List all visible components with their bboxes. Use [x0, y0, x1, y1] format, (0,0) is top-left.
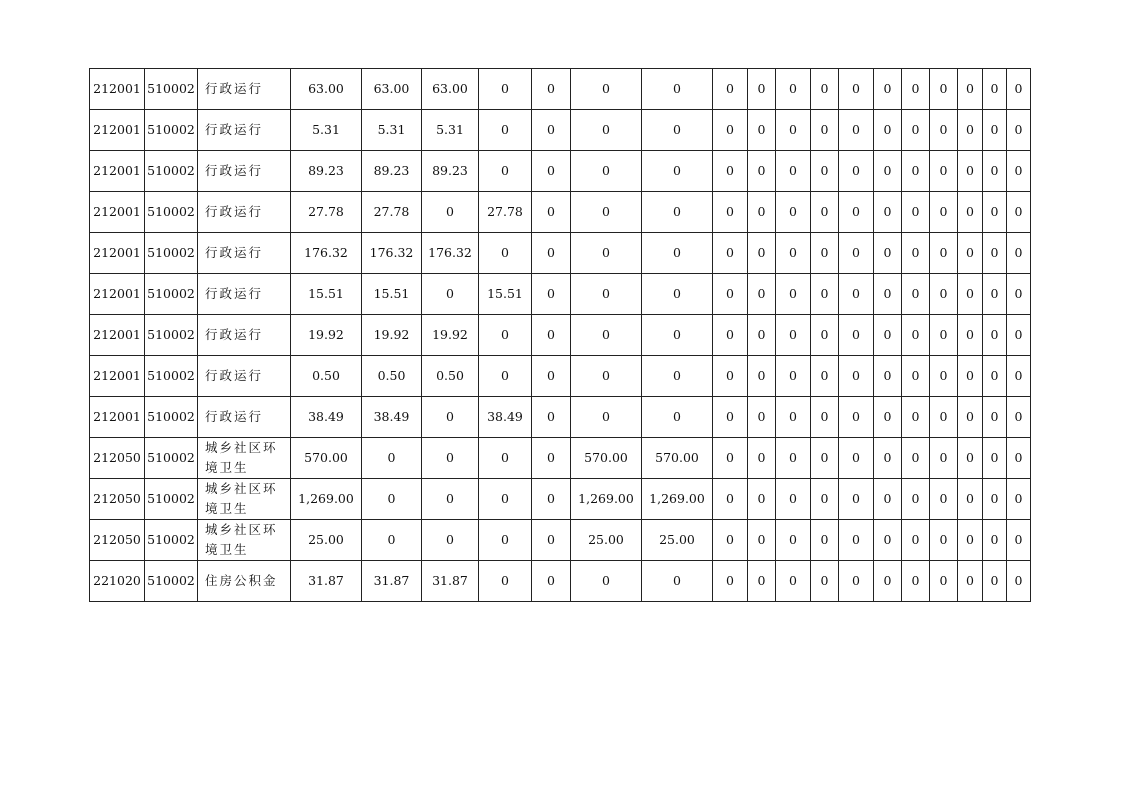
amount-col-19-cell: 0	[958, 315, 983, 356]
amount-col-13-cell: 0	[776, 438, 811, 479]
amount-col-12-cell: 0	[748, 151, 776, 192]
amount-col-21-cell: 0	[1007, 151, 1031, 192]
amount-col-12-cell: 0	[748, 356, 776, 397]
amount-col-13-cell: 0	[776, 274, 811, 315]
amount-col-10-cell: 0	[642, 356, 713, 397]
amount-col-5-cell: 27.78	[362, 192, 422, 233]
amount-col-21-cell: 0	[1007, 315, 1031, 356]
amount-col-12-cell: 0	[748, 69, 776, 110]
unit-code-cell: 510002	[145, 356, 198, 397]
amount-col-6-cell: 0	[422, 479, 479, 520]
table-row	[90, 397, 1031, 438]
subject-code-cell: 212001	[90, 151, 145, 192]
total-cell: 570.00	[291, 438, 362, 479]
amount-col-9-cell: 0	[571, 397, 642, 438]
total-cell: 1,269.00	[291, 479, 362, 520]
amount-col-10-cell: 1,269.00	[642, 479, 713, 520]
amount-col-18-cell: 0	[930, 397, 958, 438]
total-cell: 19.92	[291, 315, 362, 356]
amount-col-9-cell: 0	[571, 561, 642, 602]
amount-col-21-cell: 0	[1007, 110, 1031, 151]
amount-col-20-cell: 0	[983, 192, 1007, 233]
amount-col-18-cell: 0	[930, 274, 958, 315]
amount-col-16-cell: 0	[874, 151, 902, 192]
item-name-cell: 行政运行	[198, 315, 291, 356]
amount-col-12-cell: 0	[748, 233, 776, 274]
amount-col-7-cell: 38.49	[479, 397, 532, 438]
amount-col-10-cell: 0	[642, 233, 713, 274]
amount-col-16-cell: 0	[874, 315, 902, 356]
amount-col-9-cell: 570.00	[571, 438, 642, 479]
amount-col-17-cell: 0	[902, 356, 930, 397]
unit-code-cell: 510002	[145, 315, 198, 356]
amount-col-20-cell: 0	[983, 520, 1007, 561]
amount-col-6-cell: 0	[422, 274, 479, 315]
amount-col-15-cell: 0	[839, 274, 874, 315]
amount-col-14-cell: 0	[811, 315, 839, 356]
amount-col-16-cell: 0	[874, 110, 902, 151]
item-name-cell: 行政运行	[198, 151, 291, 192]
amount-col-11-cell: 0	[713, 233, 748, 274]
item-name-cell: 住房公积金	[198, 561, 291, 602]
subject-code-cell: 212001	[90, 274, 145, 315]
table-row	[90, 233, 1031, 274]
amount-col-11-cell: 0	[713, 274, 748, 315]
amount-col-5-cell: 63.00	[362, 69, 422, 110]
amount-col-16-cell: 0	[874, 233, 902, 274]
amount-col-9-cell: 0	[571, 69, 642, 110]
amount-col-9-cell: 0	[571, 356, 642, 397]
amount-col-7-cell: 0	[479, 561, 532, 602]
amount-col-16-cell: 0	[874, 356, 902, 397]
amount-col-14-cell: 0	[811, 151, 839, 192]
amount-col-11-cell: 0	[713, 110, 748, 151]
amount-col-19-cell: 0	[958, 233, 983, 274]
amount-col-21-cell: 0	[1007, 561, 1031, 602]
amount-col-9-cell: 25.00	[571, 520, 642, 561]
amount-col-7-cell: 0	[479, 315, 532, 356]
amount-col-20-cell: 0	[983, 69, 1007, 110]
amount-col-13-cell: 0	[776, 69, 811, 110]
amount-col-13-cell: 0	[776, 479, 811, 520]
amount-col-21-cell: 0	[1007, 520, 1031, 561]
amount-col-15-cell: 0	[839, 110, 874, 151]
amount-col-12-cell: 0	[748, 397, 776, 438]
amount-col-15-cell: 0	[839, 315, 874, 356]
subject-code-cell: 212001	[90, 69, 145, 110]
item-name-cell: 行政运行	[198, 233, 291, 274]
amount-col-18-cell: 0	[930, 561, 958, 602]
amount-col-14-cell: 0	[811, 110, 839, 151]
table-row	[90, 274, 1031, 315]
amount-col-7-cell: 15.51	[479, 274, 532, 315]
amount-col-20-cell: 0	[983, 561, 1007, 602]
amount-col-6-cell: 63.00	[422, 69, 479, 110]
amount-col-10-cell: 0	[642, 110, 713, 151]
amount-col-13-cell: 0	[776, 315, 811, 356]
subject-code-cell: 212001	[90, 110, 145, 151]
amount-col-14-cell: 0	[811, 274, 839, 315]
amount-col-16-cell: 0	[874, 192, 902, 233]
amount-col-12-cell: 0	[748, 274, 776, 315]
table-row	[90, 110, 1031, 151]
subject-code-cell: 212001	[90, 192, 145, 233]
amount-col-17-cell: 0	[902, 110, 930, 151]
amount-col-6-cell: 0.50	[422, 356, 479, 397]
amount-col-21-cell: 0	[1007, 274, 1031, 315]
amount-col-11-cell: 0	[713, 356, 748, 397]
amount-col-11-cell: 0	[713, 397, 748, 438]
amount-col-19-cell: 0	[958, 69, 983, 110]
amount-col-6-cell: 0	[422, 192, 479, 233]
amount-col-11-cell: 0	[713, 438, 748, 479]
amount-col-19-cell: 0	[958, 356, 983, 397]
amount-col-7-cell: 0	[479, 438, 532, 479]
amount-col-21-cell: 0	[1007, 356, 1031, 397]
unit-code-cell: 510002	[145, 479, 198, 520]
table-row	[90, 479, 1031, 520]
table-row	[90, 151, 1031, 192]
amount-col-16-cell: 0	[874, 274, 902, 315]
amount-col-21-cell: 0	[1007, 397, 1031, 438]
unit-code-cell: 510002	[145, 151, 198, 192]
amount-col-10-cell: 0	[642, 69, 713, 110]
amount-col-6-cell: 0	[422, 520, 479, 561]
amount-col-21-cell: 0	[1007, 233, 1031, 274]
amount-col-19-cell: 0	[958, 438, 983, 479]
amount-col-9-cell: 0	[571, 110, 642, 151]
item-name-cell: 城乡社区环境卫生	[198, 479, 291, 520]
amount-col-18-cell: 0	[930, 315, 958, 356]
amount-col-18-cell: 0	[930, 479, 958, 520]
amount-col-16-cell: 0	[874, 520, 902, 561]
amount-col-10-cell: 0	[642, 561, 713, 602]
total-cell: 38.49	[291, 397, 362, 438]
amount-col-11-cell: 0	[713, 69, 748, 110]
subject-code-cell: 221020	[90, 561, 145, 602]
amount-col-8-cell: 0	[532, 151, 571, 192]
amount-col-12-cell: 0	[748, 192, 776, 233]
amount-col-15-cell: 0	[839, 151, 874, 192]
subject-code-cell: 212050	[90, 520, 145, 561]
amount-col-5-cell: 31.87	[362, 561, 422, 602]
amount-col-7-cell: 0	[479, 520, 532, 561]
amount-col-17-cell: 0	[902, 397, 930, 438]
amount-col-14-cell: 0	[811, 233, 839, 274]
total-cell: 63.00	[291, 69, 362, 110]
amount-col-19-cell: 0	[958, 397, 983, 438]
amount-col-17-cell: 0	[902, 561, 930, 602]
amount-col-8-cell: 0	[532, 479, 571, 520]
amount-col-19-cell: 0	[958, 274, 983, 315]
amount-col-14-cell: 0	[811, 356, 839, 397]
amount-col-15-cell: 0	[839, 561, 874, 602]
amount-col-19-cell: 0	[958, 151, 983, 192]
amount-col-7-cell: 0	[479, 233, 532, 274]
amount-col-8-cell: 0	[532, 561, 571, 602]
amount-col-20-cell: 0	[983, 110, 1007, 151]
amount-col-6-cell: 0	[422, 397, 479, 438]
amount-col-5-cell: 89.23	[362, 151, 422, 192]
amount-col-15-cell: 0	[839, 397, 874, 438]
amount-col-18-cell: 0	[930, 69, 958, 110]
amount-col-10-cell: 0	[642, 274, 713, 315]
unit-code-cell: 510002	[145, 561, 198, 602]
amount-col-15-cell: 0	[839, 479, 874, 520]
amount-col-11-cell: 0	[713, 520, 748, 561]
amount-col-16-cell: 0	[874, 438, 902, 479]
amount-col-18-cell: 0	[930, 520, 958, 561]
amount-col-9-cell: 0	[571, 192, 642, 233]
amount-col-9-cell: 0	[571, 151, 642, 192]
subject-code-cell: 212001	[90, 233, 145, 274]
amount-col-10-cell: 0	[642, 397, 713, 438]
subject-code-cell: 212001	[90, 356, 145, 397]
unit-code-cell: 510002	[145, 110, 198, 151]
amount-col-8-cell: 0	[532, 315, 571, 356]
amount-col-16-cell: 0	[874, 561, 902, 602]
item-name-cell: 行政运行	[198, 69, 291, 110]
amount-col-18-cell: 0	[930, 438, 958, 479]
amount-col-6-cell: 89.23	[422, 151, 479, 192]
amount-col-18-cell: 0	[930, 110, 958, 151]
subject-code-cell: 212050	[90, 479, 145, 520]
amount-col-12-cell: 0	[748, 110, 776, 151]
amount-col-5-cell: 38.49	[362, 397, 422, 438]
amount-col-5-cell: 0	[362, 479, 422, 520]
table-row	[90, 520, 1031, 561]
amount-col-8-cell: 0	[532, 192, 571, 233]
amount-col-7-cell: 0	[479, 479, 532, 520]
amount-col-20-cell: 0	[983, 397, 1007, 438]
amount-col-6-cell: 176.32	[422, 233, 479, 274]
amount-col-21-cell: 0	[1007, 69, 1031, 110]
table-row	[90, 438, 1031, 479]
amount-col-8-cell: 0	[532, 274, 571, 315]
item-name-cell: 行政运行	[198, 192, 291, 233]
amount-col-8-cell: 0	[532, 233, 571, 274]
unit-code-cell: 510002	[145, 438, 198, 479]
amount-col-17-cell: 0	[902, 233, 930, 274]
amount-col-11-cell: 0	[713, 192, 748, 233]
amount-col-8-cell: 0	[532, 438, 571, 479]
amount-col-17-cell: 0	[902, 151, 930, 192]
total-cell: 25.00	[291, 520, 362, 561]
amount-col-16-cell: 0	[874, 397, 902, 438]
amount-col-12-cell: 0	[748, 479, 776, 520]
amount-col-8-cell: 0	[532, 520, 571, 561]
total-cell: 15.51	[291, 274, 362, 315]
amount-col-9-cell: 0	[571, 233, 642, 274]
amount-col-14-cell: 0	[811, 438, 839, 479]
amount-col-17-cell: 0	[902, 192, 930, 233]
amount-col-5-cell: 19.92	[362, 315, 422, 356]
amount-col-11-cell: 0	[713, 315, 748, 356]
table-row	[90, 561, 1031, 602]
amount-col-7-cell: 0	[479, 110, 532, 151]
amount-col-17-cell: 0	[902, 438, 930, 479]
budget-table	[89, 68, 1031, 602]
amount-col-13-cell: 0	[776, 151, 811, 192]
amount-col-20-cell: 0	[983, 479, 1007, 520]
item-name-cell: 城乡社区环境卫生	[198, 438, 291, 479]
item-name-cell: 行政运行	[198, 356, 291, 397]
amount-col-16-cell: 0	[874, 479, 902, 520]
amount-col-14-cell: 0	[811, 69, 839, 110]
amount-col-9-cell: 0	[571, 274, 642, 315]
unit-code-cell: 510002	[145, 69, 198, 110]
amount-col-20-cell: 0	[983, 315, 1007, 356]
table-row	[90, 192, 1031, 233]
amount-col-6-cell: 0	[422, 438, 479, 479]
table-row	[90, 315, 1031, 356]
total-cell: 27.78	[291, 192, 362, 233]
total-cell: 0.50	[291, 356, 362, 397]
amount-col-14-cell: 0	[811, 520, 839, 561]
amount-col-15-cell: 0	[839, 438, 874, 479]
total-cell: 176.32	[291, 233, 362, 274]
amount-col-20-cell: 0	[983, 151, 1007, 192]
amount-col-19-cell: 0	[958, 192, 983, 233]
unit-code-cell: 510002	[145, 520, 198, 561]
amount-col-7-cell: 0	[479, 151, 532, 192]
table-row	[90, 69, 1031, 110]
amount-col-8-cell: 0	[532, 397, 571, 438]
amount-col-20-cell: 0	[983, 274, 1007, 315]
amount-col-10-cell: 0	[642, 192, 713, 233]
amount-col-7-cell: 0	[479, 356, 532, 397]
amount-col-20-cell: 0	[983, 233, 1007, 274]
amount-col-7-cell: 0	[479, 69, 532, 110]
amount-col-12-cell: 0	[748, 315, 776, 356]
amount-col-10-cell: 0	[642, 151, 713, 192]
amount-col-13-cell: 0	[776, 356, 811, 397]
amount-col-15-cell: 0	[839, 356, 874, 397]
amount-col-7-cell: 27.78	[479, 192, 532, 233]
amount-col-13-cell: 0	[776, 233, 811, 274]
amount-col-14-cell: 0	[811, 561, 839, 602]
amount-col-14-cell: 0	[811, 397, 839, 438]
table-row	[90, 356, 1031, 397]
amount-col-17-cell: 0	[902, 69, 930, 110]
unit-code-cell: 510002	[145, 233, 198, 274]
unit-code-cell: 510002	[145, 192, 198, 233]
amount-col-18-cell: 0	[930, 233, 958, 274]
amount-col-9-cell: 1,269.00	[571, 479, 642, 520]
amount-col-21-cell: 0	[1007, 438, 1031, 479]
subject-code-cell: 212001	[90, 397, 145, 438]
amount-col-5-cell: 176.32	[362, 233, 422, 274]
amount-col-21-cell: 0	[1007, 192, 1031, 233]
amount-col-15-cell: 0	[839, 233, 874, 274]
amount-col-15-cell: 0	[839, 69, 874, 110]
amount-col-8-cell: 0	[532, 69, 571, 110]
amount-col-13-cell: 0	[776, 192, 811, 233]
amount-col-18-cell: 0	[930, 151, 958, 192]
subject-code-cell: 212050	[90, 438, 145, 479]
amount-col-20-cell: 0	[983, 356, 1007, 397]
amount-col-5-cell: 0	[362, 438, 422, 479]
amount-col-14-cell: 0	[811, 479, 839, 520]
amount-col-8-cell: 0	[532, 356, 571, 397]
amount-col-12-cell: 0	[748, 561, 776, 602]
unit-code-cell: 510002	[145, 397, 198, 438]
amount-col-19-cell: 0	[958, 110, 983, 151]
unit-code-cell: 510002	[145, 274, 198, 315]
amount-col-8-cell: 0	[532, 110, 571, 151]
amount-col-10-cell: 25.00	[642, 520, 713, 561]
table-body	[90, 69, 1031, 602]
amount-col-21-cell: 0	[1007, 479, 1031, 520]
amount-col-13-cell: 0	[776, 520, 811, 561]
amount-col-18-cell: 0	[930, 356, 958, 397]
item-name-cell: 行政运行	[198, 274, 291, 315]
item-name-cell: 城乡社区环境卫生	[198, 520, 291, 561]
amount-col-12-cell: 0	[748, 438, 776, 479]
amount-col-19-cell: 0	[958, 479, 983, 520]
amount-col-11-cell: 0	[713, 479, 748, 520]
subject-code-cell: 212001	[90, 315, 145, 356]
amount-col-15-cell: 0	[839, 520, 874, 561]
amount-col-19-cell: 0	[958, 520, 983, 561]
amount-col-19-cell: 0	[958, 561, 983, 602]
amount-col-15-cell: 0	[839, 192, 874, 233]
total-cell: 5.31	[291, 110, 362, 151]
amount-col-10-cell: 570.00	[642, 438, 713, 479]
amount-col-5-cell: 0	[362, 520, 422, 561]
total-cell: 89.23	[291, 151, 362, 192]
amount-col-17-cell: 0	[902, 315, 930, 356]
amount-col-9-cell: 0	[571, 315, 642, 356]
amount-col-10-cell: 0	[642, 315, 713, 356]
amount-col-17-cell: 0	[902, 520, 930, 561]
amount-col-18-cell: 0	[930, 192, 958, 233]
amount-col-16-cell: 0	[874, 69, 902, 110]
item-name-cell: 行政运行	[198, 110, 291, 151]
amount-col-17-cell: 0	[902, 274, 930, 315]
amount-col-13-cell: 0	[776, 397, 811, 438]
amount-col-5-cell: 0.50	[362, 356, 422, 397]
total-cell: 31.87	[291, 561, 362, 602]
amount-col-6-cell: 31.87	[422, 561, 479, 602]
item-name-cell: 行政运行	[198, 397, 291, 438]
amount-col-11-cell: 0	[713, 561, 748, 602]
amount-col-6-cell: 5.31	[422, 110, 479, 151]
amount-col-6-cell: 19.92	[422, 315, 479, 356]
amount-col-5-cell: 5.31	[362, 110, 422, 151]
amount-col-11-cell: 0	[713, 151, 748, 192]
amount-col-13-cell: 0	[776, 561, 811, 602]
amount-col-13-cell: 0	[776, 110, 811, 151]
amount-col-12-cell: 0	[748, 520, 776, 561]
amount-col-14-cell: 0	[811, 192, 839, 233]
amount-col-5-cell: 15.51	[362, 274, 422, 315]
amount-col-20-cell: 0	[983, 438, 1007, 479]
amount-col-17-cell: 0	[902, 479, 930, 520]
